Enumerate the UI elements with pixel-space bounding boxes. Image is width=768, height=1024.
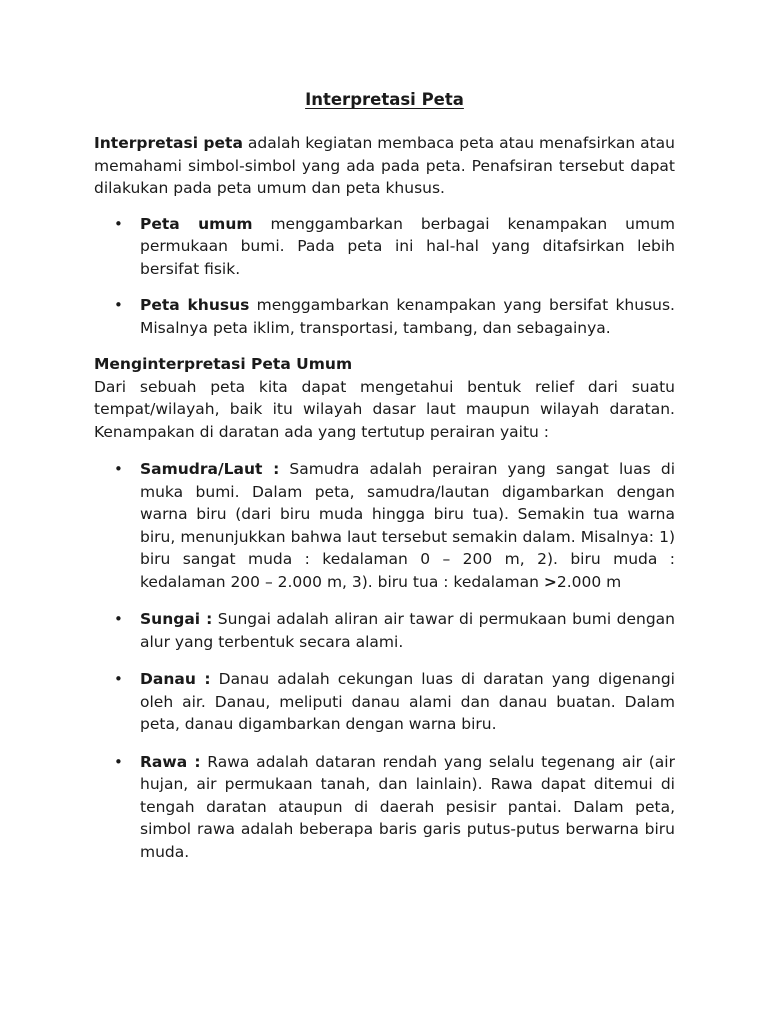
item-text: Samudra adalah perairan yang sangat luas di muka bumi. Dalam peta, samudra/lautan digambarkan dengan warna biru (dari biru muda hingga biru tua). Semakin tua warna biru, menunjukkan bahwa laut tersebut semakin dalam. Misalnya: 1) biru sangat muda : kedalaman 0 – 200 m, 2). biru muda : kedalaman 200 – 2.000 m, 3). biru tua : kedalaman [140, 460, 676, 591]
list-item [94, 668, 675, 736]
bullet-icon: • [114, 752, 123, 771]
list-item [94, 751, 675, 864]
item-term: Peta umum [140, 214, 253, 233]
item-extra-bold: > [543, 572, 557, 591]
water-features-list [94, 458, 675, 863]
section-paragraph: Dari sebuah peta kita dapat mengetahui bentuk relief dari suatu tempat/wilayah, baik itu wilayah dasar laut maupun wilayah daratan. Kenampakan di daratan ada yang tertutup perairan yaitu : [94, 377, 675, 441]
bullet-icon: • [114, 296, 123, 314]
item-text: menggambarkan kenampakan yang bersifat khusus. Misalnya peta iklim, transportasi, tambang, dan sebagainya. [140, 296, 675, 337]
bullet-icon: • [114, 214, 123, 233]
intro-term: Interpretasi peta [94, 134, 243, 152]
document-content [94, 88, 675, 878]
map-types-list [94, 213, 675, 340]
list-item [94, 213, 675, 281]
item-extra-text: 2.000 m [556, 572, 622, 591]
item-term: Samudra/Laut : [140, 460, 280, 478]
item-text: Rawa adalah dataran rendah yang selalu tegenang air (air hujan, air permukaan tanah, dan lainlain). Rawa dapat ditemui di tengah daratan ataupun di daerah pesisir pantai. Dalam peta, simbol rawa adalah beberapa baris garis putus-putus berwarna biru muda. [140, 752, 675, 861]
item-term: Sungai : [140, 610, 213, 628]
item-text: menggambarkan berbagai kenampakan umum permukaan bumi. Pada peta ini hal-hal yang ditafsirkan lebih bersifat fisik. [140, 214, 675, 278]
item-text: Sungai adalah aliran air tawar di permukaan bumi dengan alur yang terbentuk secara alami. [140, 610, 675, 651]
bullet-icon: • [114, 670, 123, 688]
item-term: Rawa : [140, 752, 201, 771]
page-title: Interpretasi Peta [305, 90, 464, 109]
item-term: Danau : [140, 670, 211, 688]
list-item [94, 608, 675, 653]
item-term: Peta khusus [140, 296, 250, 314]
list-item [94, 458, 675, 593]
section-heading: Menginterpretasi Peta Umum [94, 355, 353, 373]
item-text: Danau adalah cekungan luas di daratan yang digenangi oleh air. Danau, meliputi danau alami dan danau buatan. Dalam peta, danau digambarkan dengan warna biru. [140, 670, 675, 733]
intro-paragraph [94, 132, 675, 200]
intro-text: adalah kegiatan membaca peta atau menafsirkan atau memahami simbol-simbol yang ada pada peta. Penafsiran tersebut dapat dilakukan pada peta umum dan peta khusus. [94, 134, 675, 197]
list-item [94, 294, 675, 339]
bullet-icon: • [114, 610, 123, 628]
bullet-icon: • [114, 460, 123, 478]
